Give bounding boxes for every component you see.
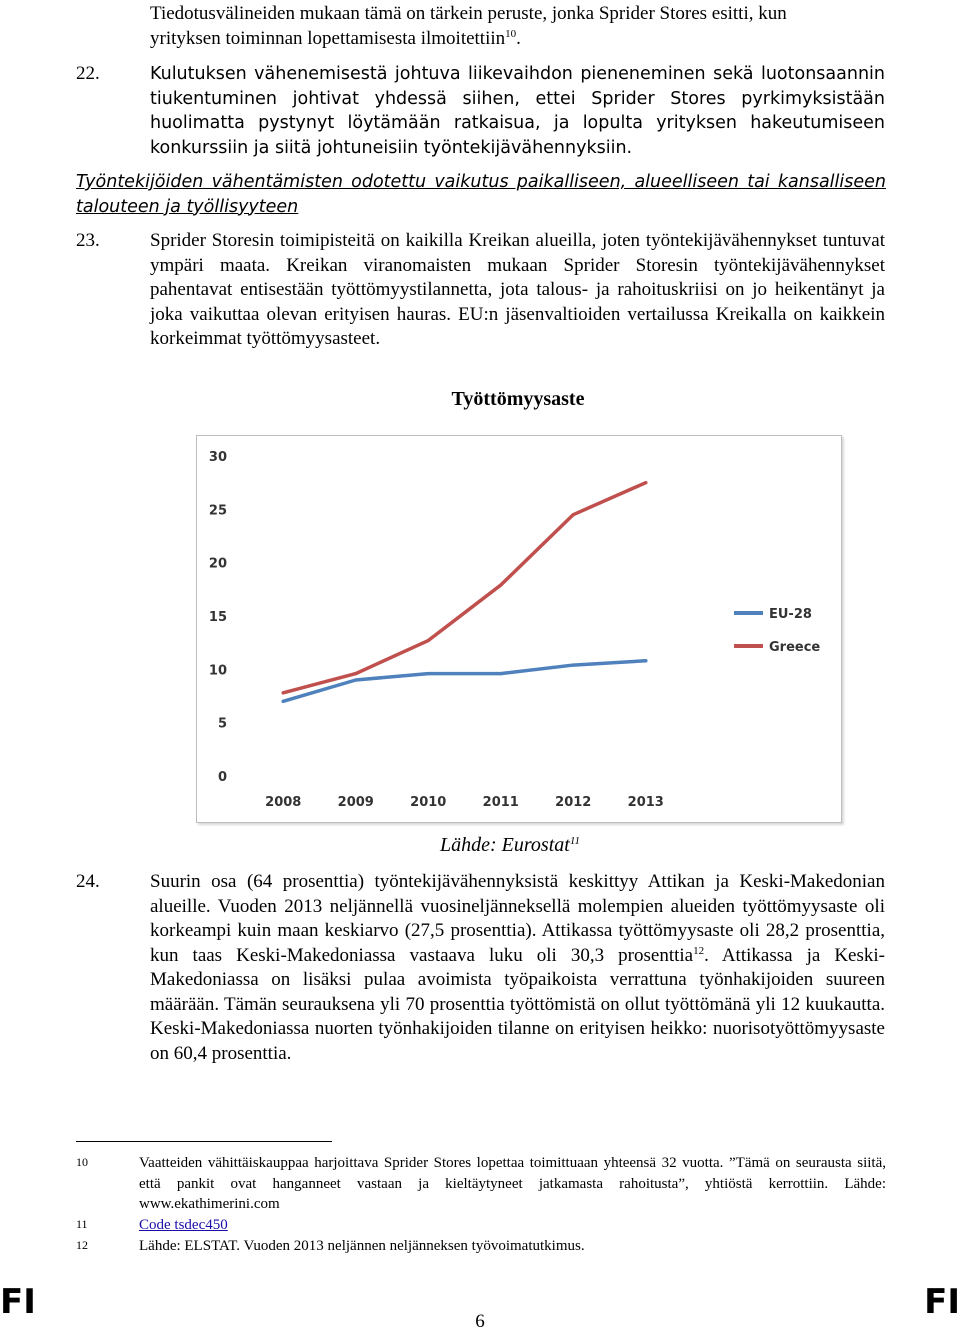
series-line-eu-28 — [283, 661, 646, 702]
series-line-greece — [283, 483, 646, 693]
chart-frame — [196, 435, 842, 823]
paragraph-22-text: Kulutuksen vähenemisestä johtuva liikevaihdon pieneneminen sekä luotonsaannin tiukentuminen johtivat yhdessä siihen, ettei Sprider Stores pyrkimyksistään huolimatta pystynyt löytämään ratkaisua, ja lopulta yrityksen hakeutumiseen konkurssiin ja siitä johtuneisiin työntekijävähennyksiin. — [150, 64, 885, 158]
data-point-greece — [354, 672, 357, 675]
footnote-11-text — [139, 1215, 886, 1236]
paragraph-23-text: Sprider Storesin toimipisteitä on kaikilla Kreikan alueilla, joten työntekijävähennykset tuntuvat ympäri maata. Kreikan viranomaisten mukaan Sprider Storesin työntekijävähennykset pahentavat entisestään työttömyystilannetta, jota talous- ja rahoituskriisi on jo heikentänyt ja joka vaikuttaa olevan erityisen hauras. EU:n jäsenvaltioiden vertailussa Kreikalla on kaikkein korkeimmat työttömyysasteet. — [150, 230, 885, 349]
y-tick-label: 30 — [208, 450, 227, 465]
data-point-eu-28 — [427, 672, 430, 675]
footnote-12-text: Lähde: ELSTAT. Vuoden 2013 neljännen neljänneksen työvoimatutkimus. — [139, 1238, 585, 1254]
footnote-10-number: 10 — [76, 1155, 88, 1169]
language-marker-right: FI — [924, 1282, 960, 1322]
footnote-separator — [76, 1141, 332, 1142]
y-tick-label: 20 — [208, 556, 227, 572]
paragraph-21-line-2: yrityksen toiminnan lopettamisesta ilmoitettiin — [150, 27, 506, 49]
x-tick-label: 2009 — [337, 795, 374, 810]
y-tick-label: 15 — [208, 610, 227, 625]
y-tick-label: 10 — [208, 663, 227, 679]
data-point-eu-28 — [282, 700, 285, 703]
footnote-ref-12[interactable]: 12 — [693, 944, 705, 957]
legend-label-greece: Greece — [769, 640, 821, 655]
data-point-eu-28 — [499, 672, 502, 675]
data-point-greece — [427, 639, 430, 642]
page-number: 6 — [475, 1311, 485, 1332]
x-tick-label: 2013 — [627, 795, 664, 810]
paragraph-21-end: . — [516, 27, 521, 49]
y-tick-label: 5 — [217, 716, 227, 732]
language-marker-left: FI — [0, 1282, 36, 1322]
data-point-eu-28 — [572, 663, 575, 666]
data-point-eu-28 — [354, 678, 357, 681]
paragraph-24-text — [150, 870, 885, 1066]
section-heading: Työntekijöiden vähentämisten odotettu vaikutus paikalliseen, alueelliseen tai kansalliseen talouteen ja työllisyyteen — [76, 172, 886, 217]
paragraph-21-line-1: Tiedotusvälineiden mukaan tämä on tärkein peruste, jonka Sprider Stores esitti, kun — [150, 3, 787, 24]
paragraph-22-number: 22. — [76, 63, 100, 84]
eurostat-code-link[interactable]: Code tsdec450 — [139, 1217, 228, 1233]
x-tick-label: 2008 — [265, 795, 302, 810]
y-tick-label: 0 — [217, 770, 227, 785]
x-tick-label: 2012 — [555, 795, 592, 810]
legend-label-eu-28: EU-28 — [769, 607, 812, 622]
footnote-12-number: 12 — [76, 1238, 88, 1252]
paragraph-24-text-a: Suurin osa (64 prosenttia) työntekijävähennyksistä keskittyy Attikan ja Keski-Makedonian alueille. Vuoden 2013 neljännellä vuosineljänneksellä molempien alueiden työttömyysaste oli korkeampi kuin maan keskiarvo (27,5 prosenttia). Attikassa työttömyysaste oli 28,2 prosenttia, kun taas Keski-Makedoniassa vastaava luku oli 30,3 prosenttia — [150, 871, 885, 966]
chart-source — [440, 833, 580, 858]
chart-source-label: Lähde: Eurostat — [440, 834, 570, 856]
data-point-greece — [282, 691, 285, 694]
footnote-11-number: 11 — [76, 1217, 88, 1231]
paragraph-24-number: 24. — [76, 871, 100, 892]
footnote-ref-11[interactable]: 11 — [569, 835, 581, 847]
x-tick-label: 2010 — [410, 795, 447, 810]
unemployment-line-chart — [197, 436, 841, 822]
paragraph-23-number: 23. — [76, 230, 100, 251]
footnote-10-text: Vaatteiden vähittäiskauppaa harjoittava Sprider Stores lopettaa toimittuaan yhteensä 32 vuotta. ”Tämä on seurausta siitä, että pankit ovat hanganneet vastaan ja kieltäytyneet jatkamasta rahoitusta”, yhtiöstä kerrottiin. Lähde: www.ekathimerini.com — [139, 1155, 886, 1212]
x-tick-label: 2011 — [482, 795, 519, 810]
paragraph-24-text-b: . Attikassa ja Keski-Makedoniassa on lisäksi pulaa avoimista työpaikoista verrattuna työnhakijoiden suureen määrään. Tämän seurauksena yli 70 prosenttia työttömistä on ollut työttömänä yli 12 kuukautta. Keski-Makedoniassa nuorten työnhakijoiden tilanne on erityisen heikko: nuorisotyöttömyysaste on 60,4 prosenttia. — [150, 944, 885, 1064]
paragraph-21-continuation — [150, 2, 885, 51]
chart-title: Työttömyysaste — [451, 388, 585, 410]
data-point-greece — [499, 583, 502, 586]
data-point-greece — [644, 481, 647, 484]
y-tick-label: 25 — [208, 503, 227, 519]
data-point-eu-28 — [644, 659, 647, 662]
footnote-ref-10[interactable]: 10 — [505, 27, 517, 40]
data-point-greece — [572, 513, 575, 516]
